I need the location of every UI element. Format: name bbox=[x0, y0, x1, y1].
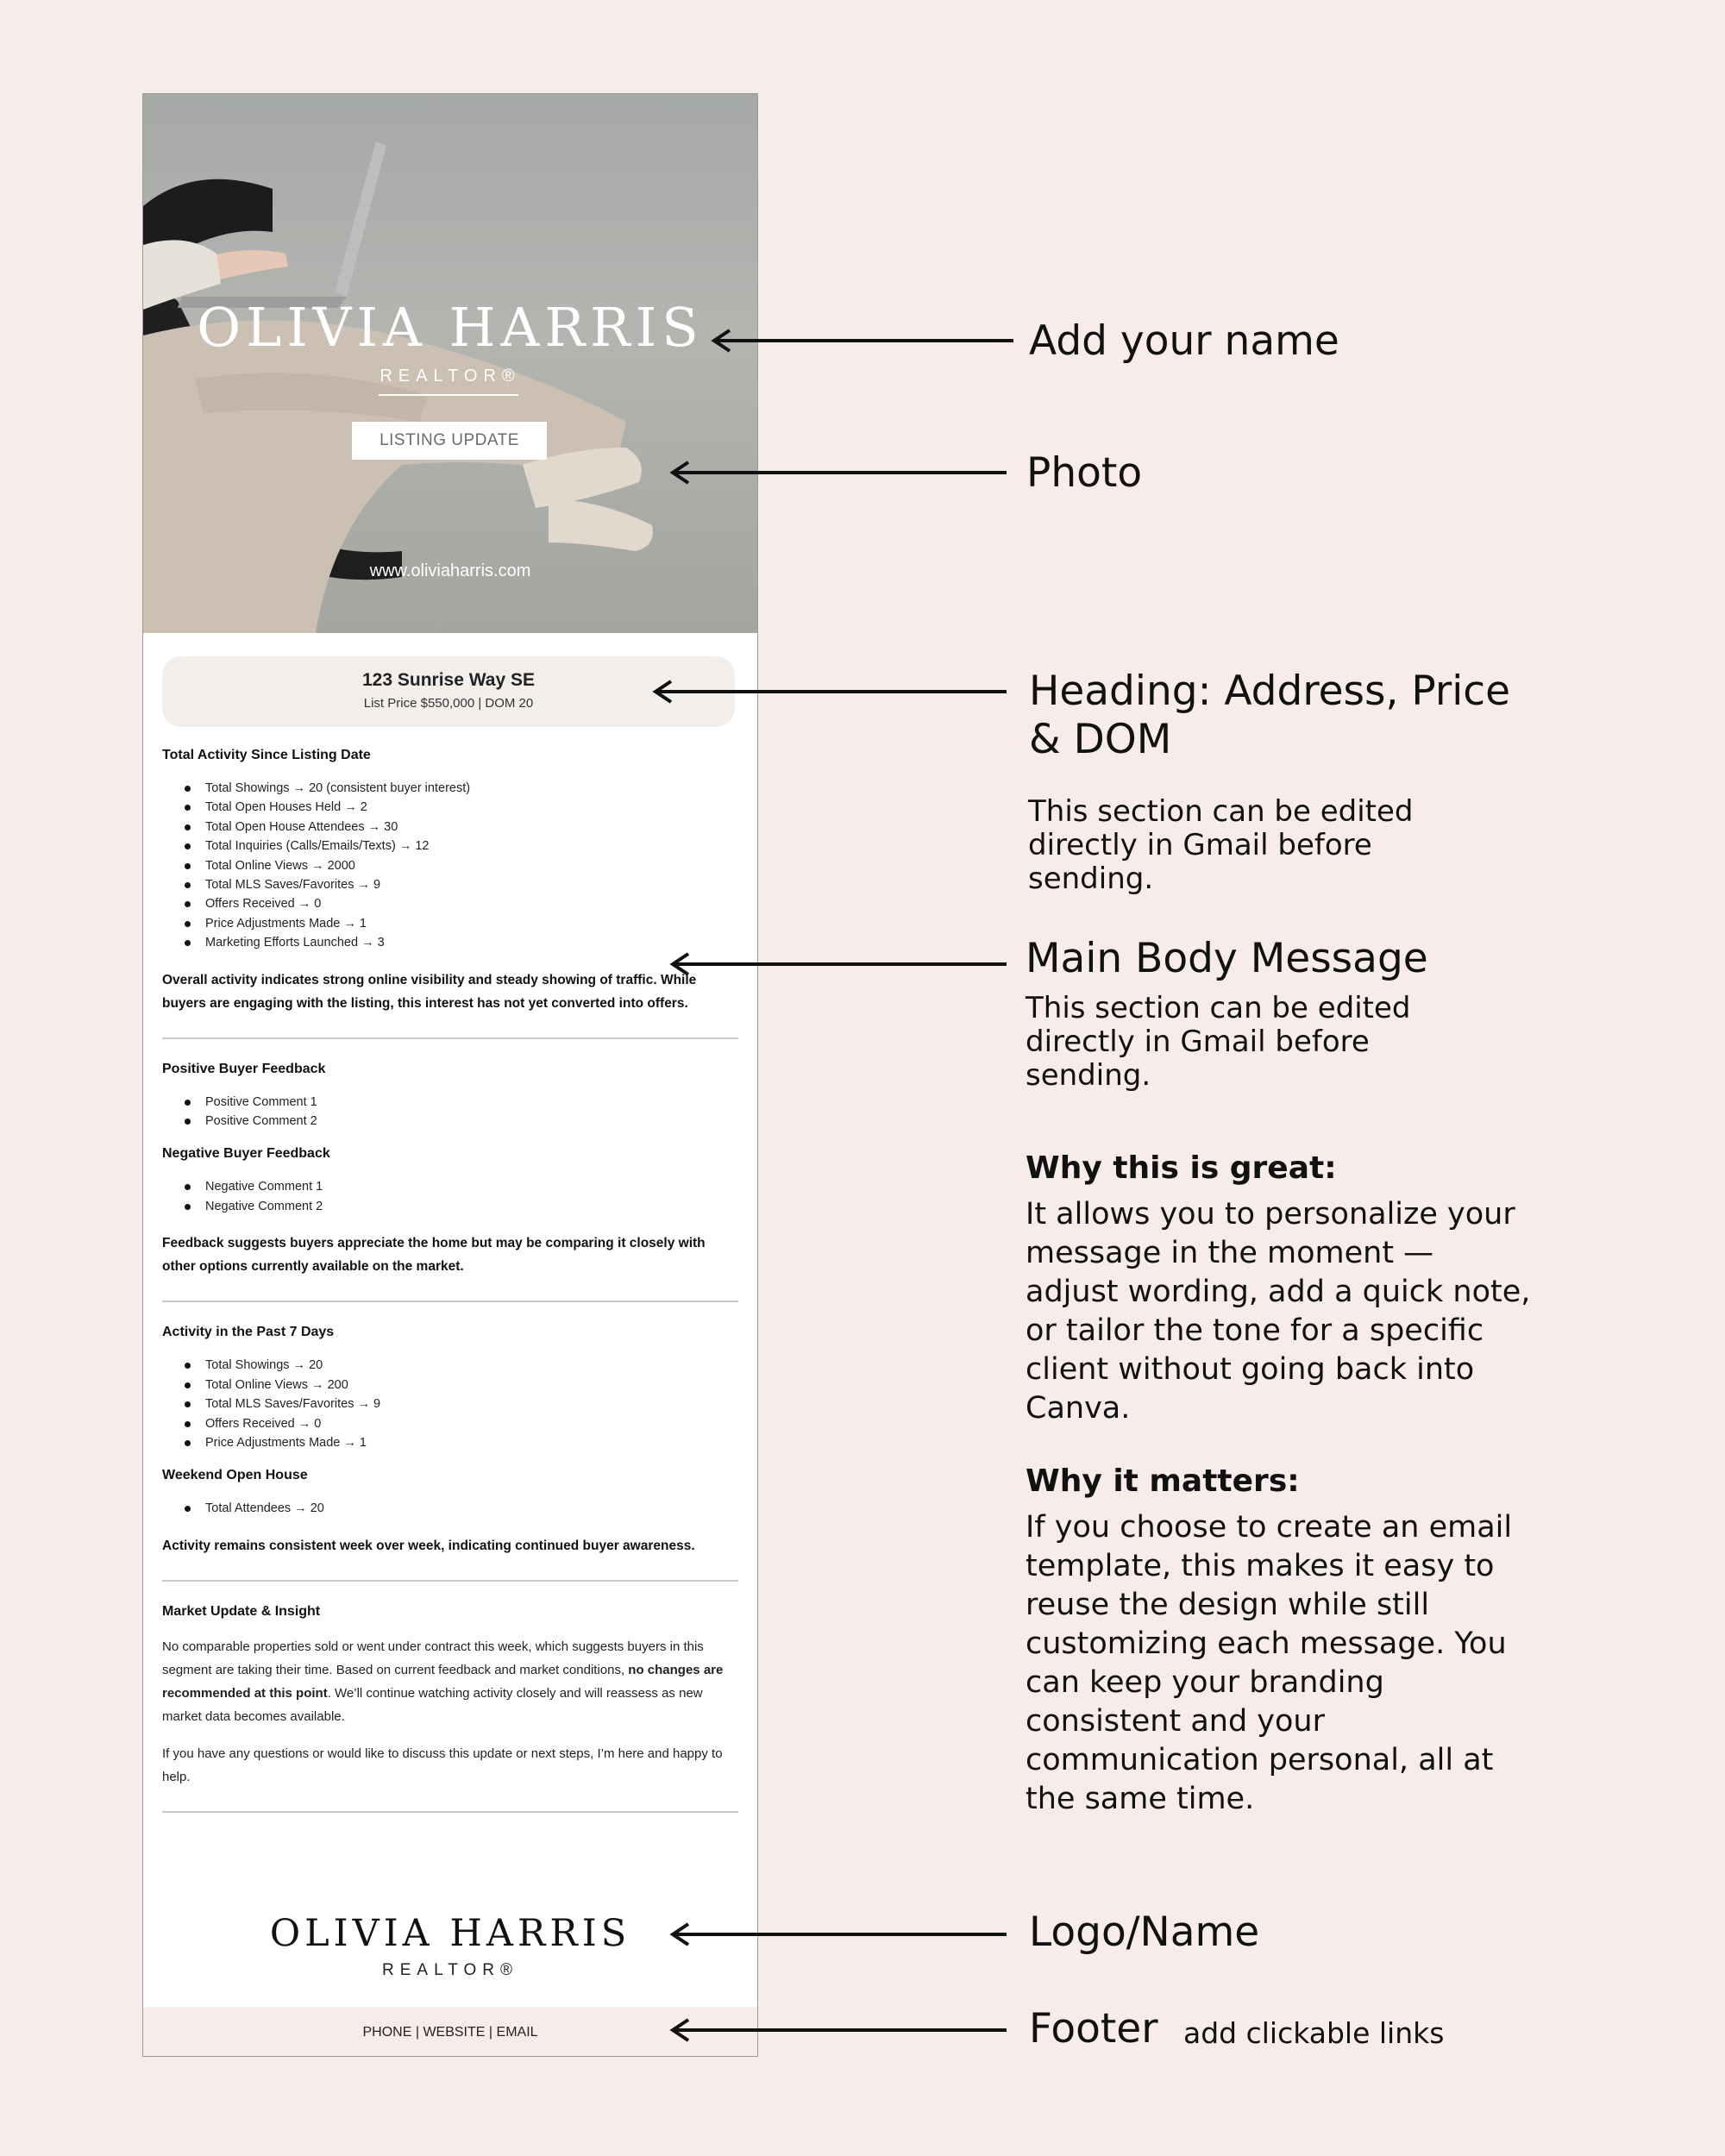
annotation-photo: Photo bbox=[1026, 449, 1143, 497]
market-update-text-end: . We’ll continue watching activity closely and will reassess as new market data becomes available. bbox=[162, 1685, 703, 1724]
list-item: Total Attendees → 20 bbox=[205, 1499, 738, 1518]
hero-photo bbox=[143, 94, 757, 633]
hero-subtitle: REALTOR® bbox=[380, 367, 521, 385]
annotation-heading-line2: & DOM bbox=[1029, 716, 1172, 763]
annotation-logo-name: Logo/Name bbox=[1029, 1908, 1260, 1956]
weekend-open-house-list bbox=[162, 1499, 738, 1518]
list-item: Price Adjustments Made → 1 bbox=[205, 914, 738, 933]
annotation-footer: Footer bbox=[1029, 2005, 1158, 2053]
website-link[interactable]: www.oliviaharris.com bbox=[369, 561, 531, 580]
section-divider bbox=[162, 1037, 738, 1039]
logo-name: OLIVIA HARRIS bbox=[269, 1912, 631, 1955]
email-preview bbox=[142, 93, 758, 2057]
email-link[interactable]: EMAIL bbox=[496, 2024, 538, 2040]
section-divider bbox=[162, 1580, 738, 1582]
logo-subtitle: REALTOR® bbox=[382, 1961, 518, 1979]
arrow-photo-icon bbox=[666, 460, 1011, 486]
total-activity-title: Total Activity Since Listing Date bbox=[162, 748, 371, 762]
weekly-summary: Activity remains consistent week over week, indicating continued buyer awareness. bbox=[162, 1538, 695, 1553]
footer-separator: | bbox=[415, 2024, 419, 2040]
list-item: Negative Comment 2 bbox=[205, 1197, 738, 1216]
list-item: Total Inquiries (Calls/Emails/Texts) → 12 bbox=[205, 837, 738, 856]
list-item: Total MLS Saves/Favorites → 9 bbox=[205, 875, 738, 894]
list-item: Total Online Views → 200 bbox=[205, 1376, 738, 1395]
phone-link[interactable]: PHONE bbox=[362, 2024, 412, 2040]
positive-feedback-title: Positive Buyer Feedback bbox=[162, 1061, 326, 1076]
list-item: Negative Comment 1 bbox=[205, 1177, 738, 1196]
list-item: Offers Received → 0 bbox=[205, 894, 738, 913]
list-item: Price Adjustments Made → 1 bbox=[205, 1433, 738, 1452]
list-item: Offers Received → 0 bbox=[205, 1414, 738, 1433]
list-item: Total MLS Saves/Favorites → 9 bbox=[205, 1395, 738, 1413]
website-link-footer[interactable]: WEBSITE bbox=[423, 2024, 486, 2040]
list-item: Marketing Efforts Launched → 3 bbox=[205, 933, 738, 952]
feedback-summary: Feedback suggests buyers appreciate the home but may be comparing it closely with other options currently available on the market. bbox=[162, 1236, 706, 1275]
annotation-why-matters-title: Why it matters: bbox=[1026, 1463, 1300, 1499]
total-activity-summary: Overall activity indicates strong online visibility and steady showing of traffic. While buyers are engaging with the listing, this interest has not yet converted into offers. bbox=[162, 972, 697, 1011]
listing-update-badge: LISTING UPDATE bbox=[352, 422, 547, 460]
hero-divider bbox=[379, 394, 518, 396]
past-7-days-title: Activity in the Past 7 Days bbox=[162, 1325, 335, 1340]
list-item: Positive Comment 2 bbox=[205, 1112, 738, 1131]
section-divider bbox=[162, 1300, 738, 1302]
arrow-footer-icon bbox=[666, 2017, 1011, 2043]
footer-separator: | bbox=[488, 2024, 493, 2040]
arrow-heading-icon bbox=[649, 679, 1011, 705]
annotation-main-body: Main Body Message bbox=[1026, 935, 1428, 982]
annotation-heading-note: This section can be edited directly in Gmail before sending. bbox=[1028, 794, 1414, 896]
negative-feedback-title: Negative Buyer Feedback bbox=[162, 1146, 330, 1162]
annotation-why-matters-text: If you choose to create an email template, this makes it easy to reuse the design while still customizing each message. You can keep your branding consistent and your communication personal, all at the same time. bbox=[1026, 1510, 1513, 1816]
list-item: Total Open House Attendees → 30 bbox=[205, 818, 738, 837]
email-body bbox=[162, 748, 738, 1835]
positive-feedback-list bbox=[162, 1093, 738, 1131]
market-update-paragraph bbox=[162, 1635, 738, 1728]
annotation-why-great-title: Why this is great: bbox=[1026, 1150, 1337, 1186]
listing-address: 123 Sunrise Way SE bbox=[362, 670, 535, 690]
list-item: Positive Comment 1 bbox=[205, 1093, 738, 1112]
past-7-days-list bbox=[162, 1356, 738, 1452]
list-item: Total Showings → 20 (consistent buyer interest) bbox=[205, 779, 738, 798]
market-update-title: Market Update & Insight bbox=[162, 1603, 321, 1619]
hero-name: OLIVIA HARRIS bbox=[197, 296, 704, 359]
closing-paragraph: If you have any questions or would like to discuss this update or next steps, I’m here and happy to help. bbox=[162, 1745, 723, 1784]
arrow-main-body-icon bbox=[666, 951, 1011, 977]
arrow-logo-icon bbox=[666, 1921, 1011, 1947]
total-activity-list bbox=[162, 779, 738, 953]
annotation-footer-note: add clickable links bbox=[1183, 2016, 1445, 2050]
market-update-text: No comparable properties sold or went under contract this week, which suggests buyers in this segment are taking their time. Based on current feedback and market conditions, bbox=[162, 1639, 704, 1677]
annotation-why-great-text: It allows you to personalize your message in the moment — adjust wording, add a quick note, or tailor the tone for a specific client without going back into Canva. bbox=[1026, 1197, 1531, 1426]
weekend-open-house-title: Weekend Open House bbox=[162, 1468, 308, 1483]
list-item: Total Open Houses Held → 2 bbox=[205, 798, 738, 817]
annotation-heading-line1: Heading: Address, Price bbox=[1029, 667, 1511, 715]
market-update-emphasis: no changes are recommended at this point bbox=[162, 1662, 724, 1701]
annotation-add-name: Add your name bbox=[1029, 317, 1339, 365]
listing-price-line: List Price $550,000 | DOM 20 bbox=[363, 696, 534, 711]
negative-feedback-list bbox=[162, 1177, 738, 1216]
section-divider bbox=[162, 1811, 738, 1813]
annotation-main-body-note: This section can be edited directly in Gmail before sending. bbox=[1026, 991, 1411, 1093]
list-item: Total Online Views → 2000 bbox=[205, 856, 738, 875]
list-item: Total Showings → 20 bbox=[205, 1356, 738, 1375]
arrow-add-name-icon bbox=[707, 328, 1018, 354]
hero-banner bbox=[143, 94, 757, 633]
